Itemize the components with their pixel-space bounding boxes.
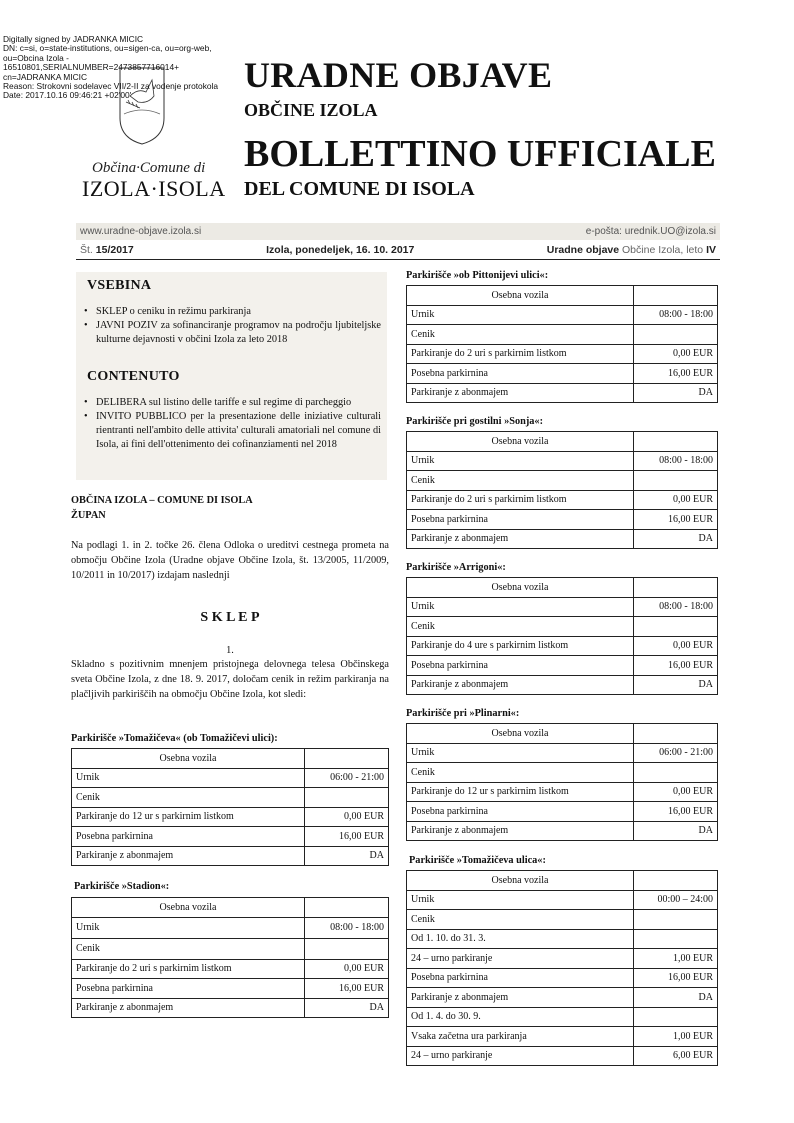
parking-title: Parkirišče »Tomažičeva« (ob Tomažičevi ulici):: [71, 733, 278, 744]
parking-title: Parkirišče »Arrigoni«:: [406, 562, 506, 573]
parking-title: Parkirišče pri »Plinarni«:: [406, 708, 520, 719]
parking-title: Parkirišče pri gostilni »Sonja«:: [406, 416, 544, 427]
logo-subtitle: Občina·Comune di: [92, 160, 206, 176]
parking-table: [406, 723, 718, 841]
issue-date: Izola, ponedeljek, 16. 10. 2017: [266, 244, 415, 256]
table-row: Osebna vozila: [407, 578, 718, 598]
signature-line: ou=Obcina Izola -: [3, 52, 69, 63]
parking-table: [406, 431, 718, 549]
table-row: Posebna parkirnina 16,00 EUR: [407, 510, 718, 530]
table-row: Parkiranje z abonmajem DA: [407, 988, 718, 1008]
table-row: Posebna parkirnina 16,00 EUR: [407, 656, 718, 676]
table-row: Parkiranje do 12 ur s parkirnim listkom 0,00 EUR: [72, 807, 389, 827]
parking-table: [406, 285, 718, 403]
website-link[interactable]: www.uradne-objave.izola.si: [80, 226, 202, 237]
article-number: 1.: [226, 645, 234, 656]
table-row: Urnik 08:00 - 18:00: [407, 305, 718, 325]
parking-section: [406, 416, 718, 549]
parking-section: [406, 270, 718, 403]
masthead-title-sl: URADNE OBJAVE: [244, 55, 553, 95]
table-row: Parkiranje z abonmajem DA: [72, 998, 389, 1018]
parking-section: [406, 562, 718, 695]
toc-title-sl: VSEBINA: [87, 278, 152, 293]
article-text: Skladno s pozitivnim mnenjem pristojnega delovnega telesa Občinskega sveta Občine Izola, z dne 18. 9. 2017, določam cenik in režim parkiranja na plačljivih parkiriščih na območju Občine Izola, kot sledi:: [71, 659, 389, 700]
table-row: Od 1. 4. do 30. 9.: [407, 1007, 718, 1027]
document-heading: S K L E P: [200, 610, 260, 625]
table-row: Parkiranje do 2 uri s parkirnim listkom 0,00 EUR: [72, 959, 389, 979]
signature-line: Date: 2017.10.16 09:46:21 +02'00': [3, 90, 132, 101]
signature-line: DN: c=si, o=state-institutions, ou=sigen-ca, ou=org-web,: [3, 43, 212, 54]
table-row: Parkiranje do 2 uri s parkirnim listkom 0,00 EUR: [407, 490, 718, 510]
parking-table: [71, 897, 389, 1018]
issue-info-bar: [76, 241, 720, 260]
table-row: Posebna parkirnina 16,00 EUR: [72, 979, 389, 999]
table-row: Cenik: [407, 910, 718, 930]
table-row: Vsaka začetna ura parkiranja 1,00 EUR: [407, 1027, 718, 1047]
table-row: Urnik 00:00 – 24:00: [407, 890, 718, 910]
email-link[interactable]: e-pošta: urednik.UO@izola.si: [585, 226, 716, 237]
toc-title-it: CONTENUTO: [87, 369, 180, 384]
signature-line: cn=JADRANKA MICIC: [3, 71, 88, 82]
table-row: Parkiranje do 4 ure s parkirnim listkom 0,00 EUR: [407, 636, 718, 656]
table-row: Parkiranje z abonmajem DA: [407, 675, 718, 695]
parking-section: [71, 731, 389, 866]
table-row: Urnik 06:00 - 21:00: [72, 768, 389, 788]
digital-signature: [3, 35, 263, 101]
table-row: 24 – urno parkiranje 6,00 EUR: [407, 1046, 718, 1066]
parking-table: [71, 748, 389, 866]
table-row: Parkiranje do 2 uri s parkirnim listkom 0,00 EUR: [407, 344, 718, 364]
issue-number: Št. 15/2017: [80, 244, 134, 256]
signature-line: 16510801,SERIALNUMBER=2473857716014+: [3, 62, 180, 73]
masthead-subtitle-sl: OBČINE IZOLA: [244, 100, 378, 120]
table-row: Osebna vozila: [407, 724, 718, 744]
signature-line: Reason: Strokovni sodelavec VII/2-II za vodenje protokola: [3, 81, 219, 92]
issuer-name: OBČINA IZOLA – COMUNE DI ISOLA: [71, 495, 253, 506]
toc-list-sl: [82, 305, 381, 347]
parking-table: [406, 577, 718, 695]
table-row: Urnik 08:00 - 18:00: [407, 597, 718, 617]
table-row: Osebna vozila: [407, 286, 718, 306]
parking-title: Parkirišče »Stadion«:: [74, 881, 170, 892]
table-row: Parkiranje do 12 ur s parkirnim listkom 0,00 EUR: [407, 782, 718, 802]
masthead-subtitle-it: DEL COMUNE DI ISOLA: [244, 178, 475, 200]
parking-title: Parkirišče »Tomažičeva ulica«:: [409, 855, 546, 866]
table-row: Parkiranje z abonmajem DA: [407, 821, 718, 841]
table-row: Posebna parkirnina 16,00 EUR: [407, 364, 718, 384]
table-row: Posebna parkirnina 16,00 EUR: [407, 968, 718, 988]
toc-item[interactable]: • DELIBERA sul listino delle tariffe e sul regime di parcheggio: [82, 396, 381, 410]
table-row: Cenik: [72, 938, 389, 959]
parking-title: Parkirišče »ob Pittonijevi ulici«:: [406, 270, 549, 281]
publication-label: Uradne objave Občine Izola, leto IV: [546, 244, 716, 256]
toc-item[interactable]: • SKLEP o ceniku in režimu parkiranja: [82, 305, 381, 319]
parking-section: [406, 855, 718, 1066]
table-row: Cenik: [407, 325, 718, 345]
toc-list-it: [82, 396, 381, 452]
table-row: 24 – urno parkiranje 1,00 EUR: [407, 949, 718, 969]
table-row: Posebna parkirnina 16,00 EUR: [72, 827, 389, 847]
toc-item[interactable]: • JAVNI POZIV za sofinanciranje programov na področju ljubiteljske kulturne dejavnosti v občini Izola za leto 2018: [82, 319, 381, 347]
issuer-role: ŽUPAN: [71, 510, 106, 521]
table-row: Cenik: [407, 471, 718, 491]
parking-table: [406, 870, 718, 1066]
table-row: Osebna vozila: [72, 749, 389, 769]
parking-section: [406, 708, 718, 841]
toc-item[interactable]: • INVITO PUBBLICO per la presentazione delle iniziative culturali rientranti nell'ambito delle attivita' culturali amatoriali nel comune di Isola, ai fini dell'ottenimento dei cofinanziamenti nel 2018: [82, 410, 381, 452]
table-row: Urnik 06:00 - 21:00: [407, 743, 718, 763]
table-row: Parkiranje z abonmajem DA: [407, 529, 718, 549]
issuer-block: [71, 493, 389, 523]
table-row: Posebna parkirnina 16,00 EUR: [407, 802, 718, 822]
logo-name: IZOLA·ISOLA: [82, 176, 226, 201]
table-row: Cenik: [407, 617, 718, 637]
table-row: Urnik 08:00 - 18:00: [407, 451, 718, 471]
table-row: Parkiranje z abonmajem DA: [407, 383, 718, 403]
table-row: Cenik: [407, 763, 718, 783]
table-row: Urnik 08:00 - 18:00: [72, 917, 389, 938]
masthead-title-it: BOLLETTINO UFFICIALE: [244, 133, 716, 175]
table-row: Od 1. 10. do 31. 3.: [407, 929, 718, 949]
table-of-contents: [76, 272, 387, 480]
table-row: Osebna vozila: [407, 432, 718, 452]
table-row: Osebna vozila: [72, 898, 389, 918]
preamble: Na podlagi 1. in 2. točke 26. člena Odloka o ureditvi cestnega prometa na območju Občine Izola (Uradne objave Občine Izola, št. 13/2005, 11/2009, 10/2011 in 10/2017) izdajam naslednji: [71, 540, 389, 581]
web-bar: [76, 223, 720, 240]
table-row: Parkiranje z abonmajem DA: [72, 846, 389, 866]
parking-section: [71, 879, 389, 1018]
table-row: Cenik: [72, 788, 389, 808]
table-row: Osebna vozila: [407, 871, 718, 891]
signature-line: Digitally signed by JADRANKA MICIC: [3, 34, 144, 44]
